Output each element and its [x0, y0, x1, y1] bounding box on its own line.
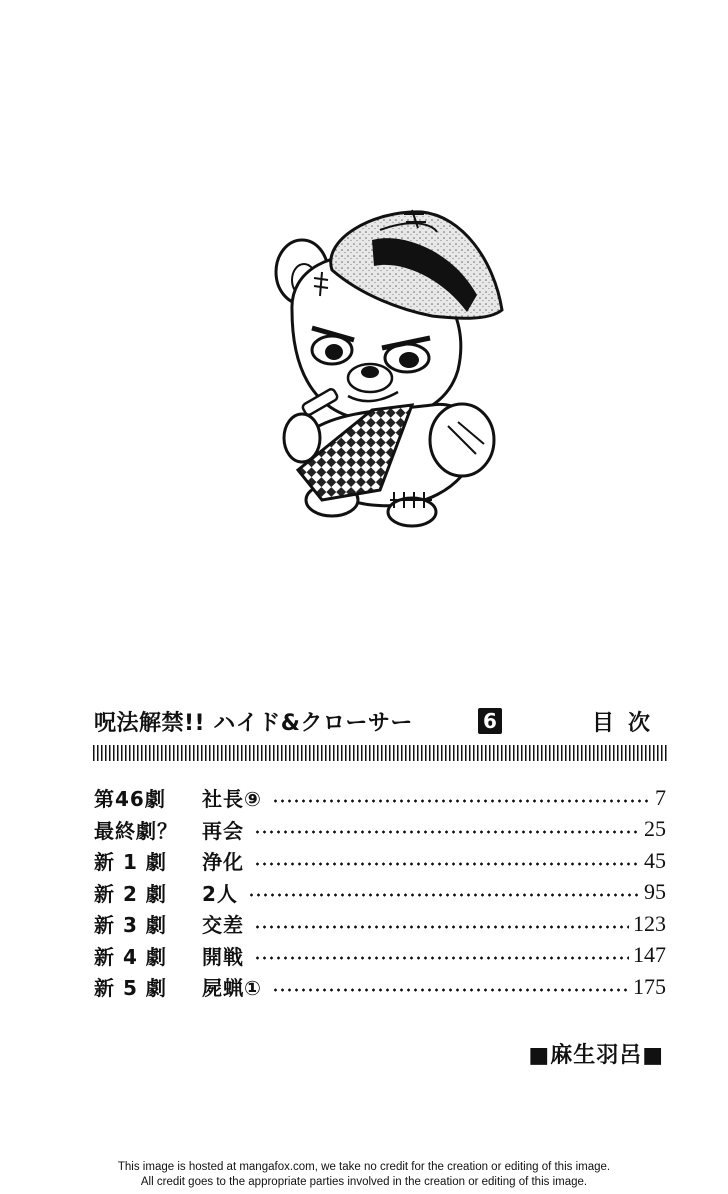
book-title: 呪法解禁!! ハイド&クローサー	[94, 711, 413, 736]
toc-chapter: 新 1 劇	[94, 850, 167, 875]
toc-list	[94, 782, 666, 1003]
toc-page-number: 175	[633, 973, 666, 999]
toc-header	[94, 706, 666, 742]
author-name: ■麻生羽呂■	[528, 1043, 664, 1068]
leader-dots	[272, 988, 629, 992]
hatched-divider	[93, 745, 667, 761]
toc-page-number: 95	[644, 879, 666, 905]
leader-dots	[248, 893, 640, 897]
toc-entry	[94, 908, 666, 940]
leader-dots	[254, 862, 640, 866]
toc-label: 目次	[591, 711, 664, 736]
toc-chapter: 最終劇？	[94, 818, 178, 843]
toc-chapter: 新 5 劇	[94, 976, 167, 1001]
toc-chapter: 新 3 劇	[94, 913, 167, 938]
credit-line-2: All credit goes to the appropriate parties involved in the creation or editing of this image.	[140, 1176, 588, 1188]
toc-subtitle: 開戦	[202, 944, 244, 969]
toc-entry	[94, 877, 666, 909]
leader-dots	[254, 830, 640, 834]
toc-page-number: 7	[655, 784, 666, 810]
toc-subtitle: 屍蝋①	[202, 976, 262, 1001]
toc-entry	[94, 971, 666, 1003]
volume-badge: 6	[478, 708, 502, 734]
toc-page-number: 45	[644, 847, 666, 873]
toc-subtitle: 浄化	[202, 850, 244, 875]
toc-entry	[94, 940, 666, 972]
toc-subtitle: 2人	[202, 881, 238, 906]
credit-line-1: This image is hosted at mangafox.com, we take no credit for the creation or editing of this image.	[117, 1161, 611, 1173]
toc-entry	[94, 814, 666, 846]
toc-chapter: 新 4 劇	[94, 944, 167, 969]
hosting-credit	[0, 1160, 728, 1190]
toc-page-number: 25	[644, 816, 666, 842]
toc-chapter: 第46劇	[94, 787, 166, 812]
leader-dots	[272, 799, 651, 803]
toc-subtitle: 再会	[202, 818, 244, 843]
toc-entry	[94, 782, 666, 814]
toc-entry	[94, 845, 666, 877]
leader-dots	[254, 925, 629, 929]
toc-page-number: 123	[633, 910, 666, 936]
toc-page-number: 147	[633, 942, 666, 968]
teddy-bear-illustration	[262, 200, 507, 530]
toc-subtitle: 交差	[202, 913, 244, 938]
toc-chapter: 新 2 劇	[94, 881, 167, 906]
toc-subtitle: 社長⑨	[202, 787, 262, 812]
leader-dots	[254, 956, 629, 960]
